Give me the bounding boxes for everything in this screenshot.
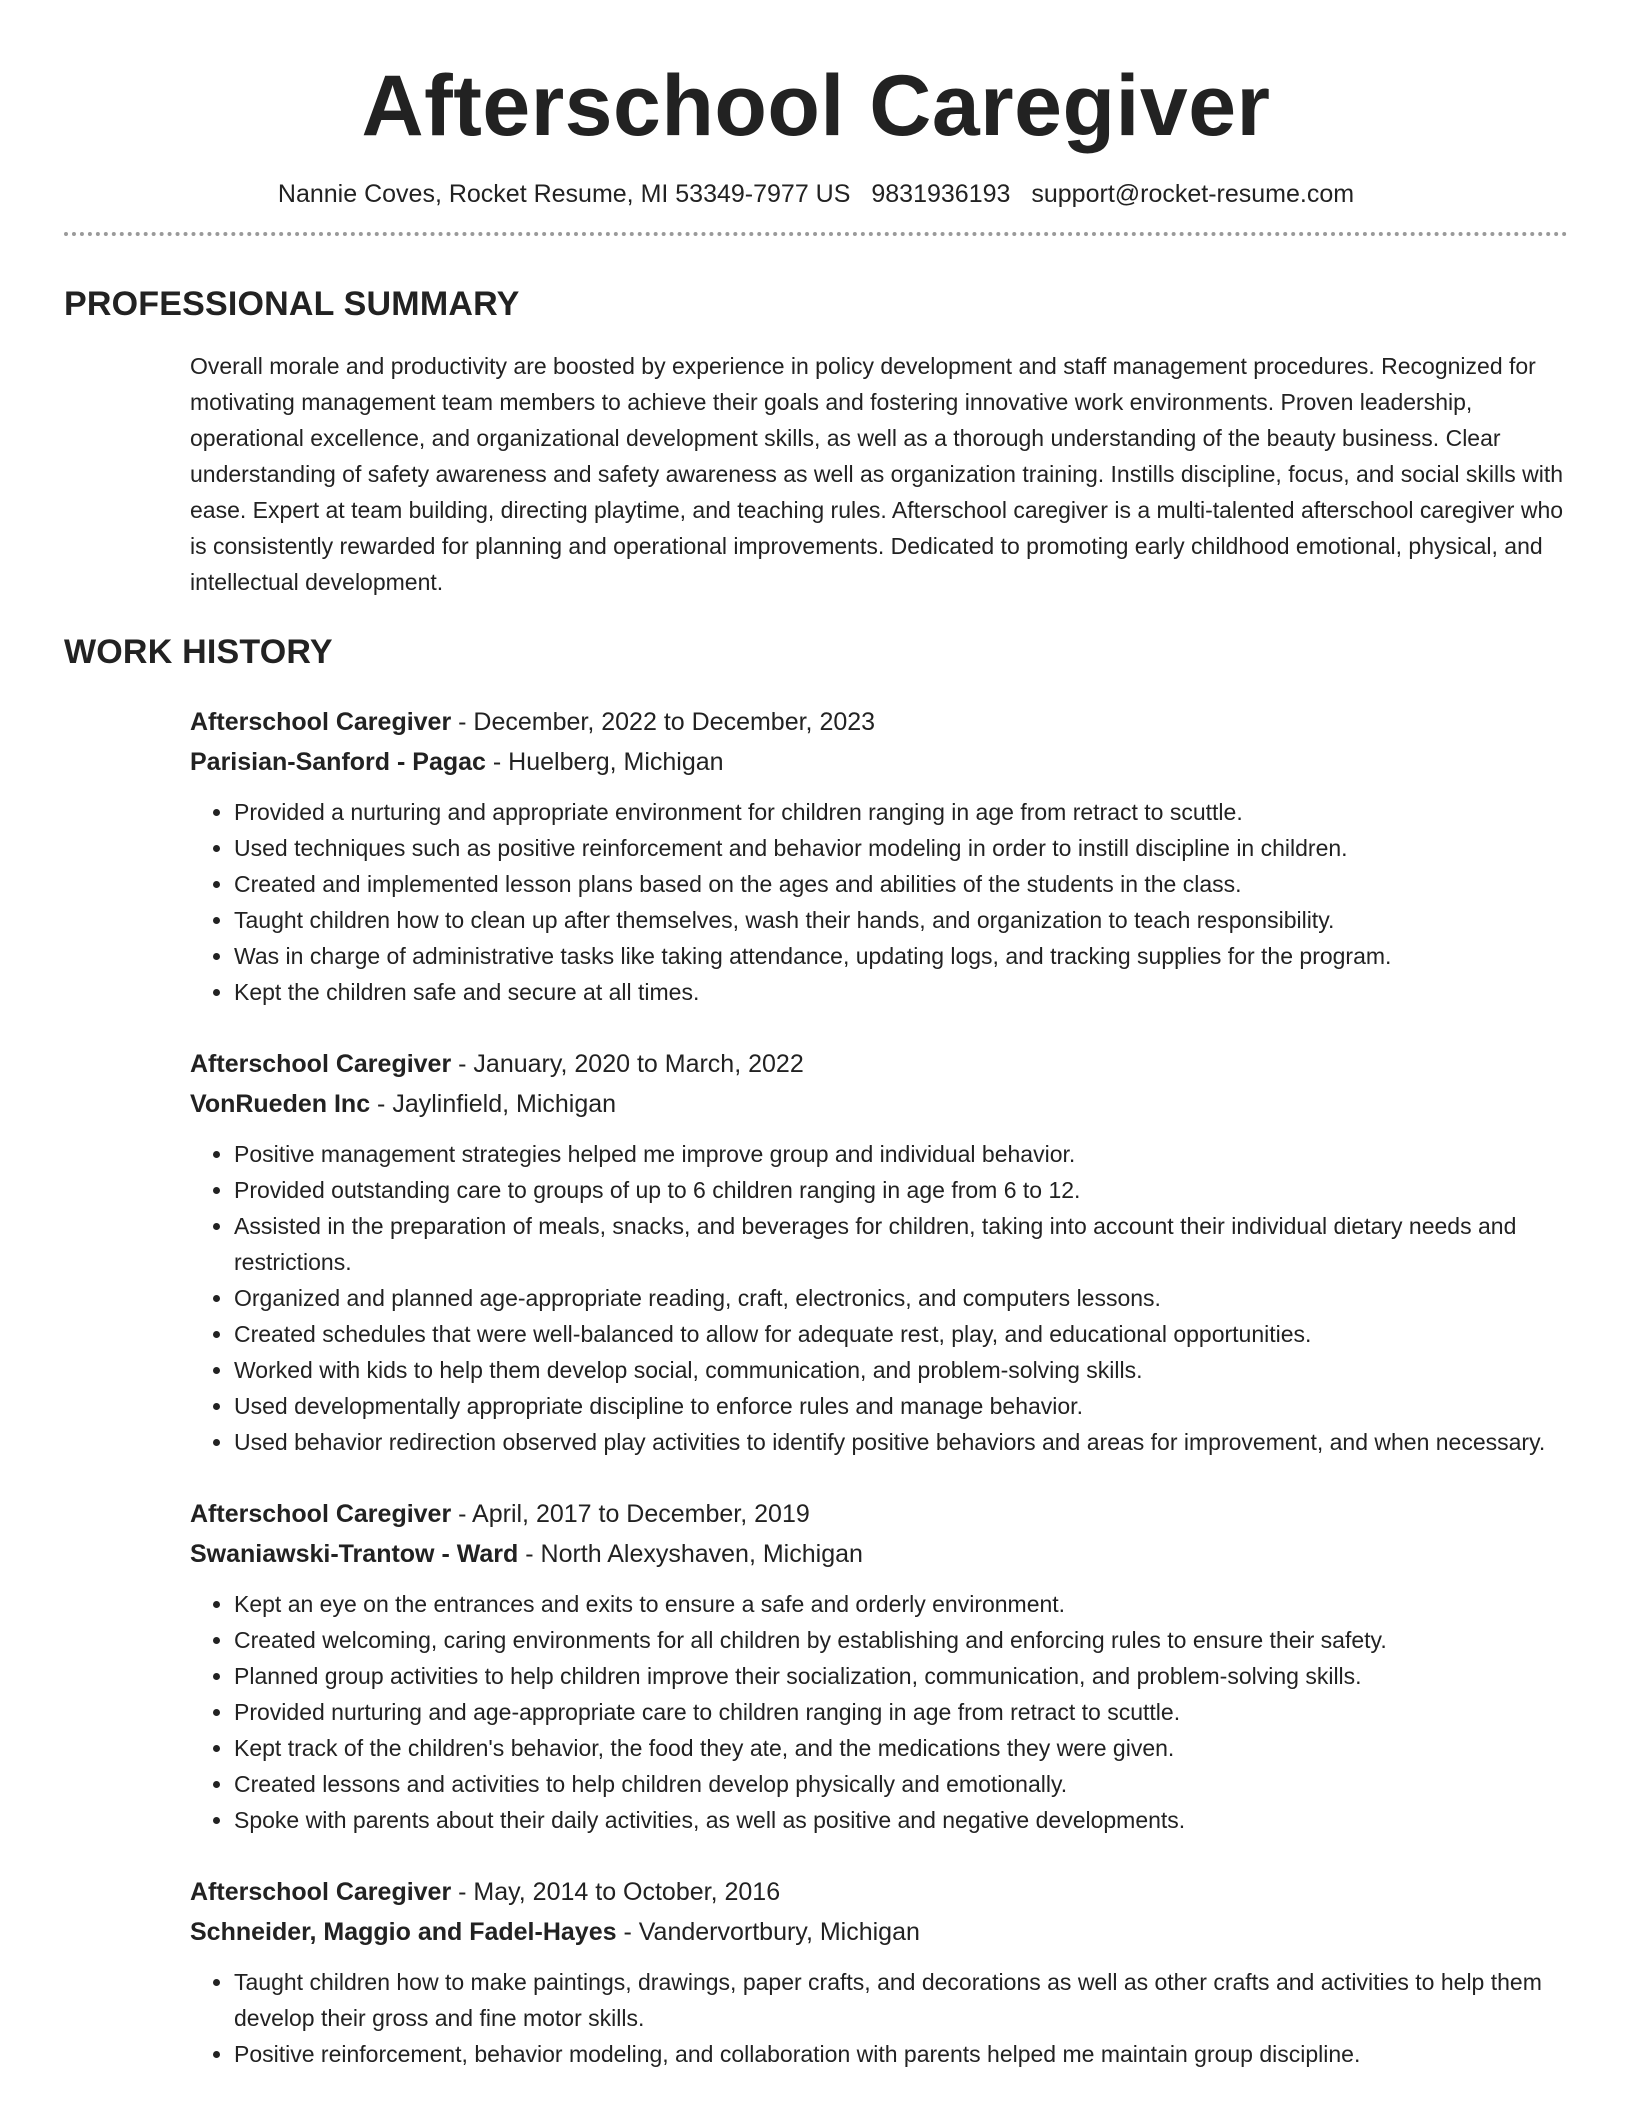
duty-item: • Created welcoming, caring environments for all children by establishing and enforcing rules to ensure their safety. [234, 1622, 1568, 1658]
job-title: Afterschool Caregiver [190, 708, 452, 736]
duty-item: • Worked with kids to help them develop social, communication, and problem-solving skills. [234, 1352, 1568, 1388]
duty-item: • Positive reinforcement, behavior modeling, and collaboration with parents helped me maintain group discipline. [234, 2036, 1568, 2072]
duty-item: • Kept an eye on the entrances and exits to ensure a safe and orderly environment. [234, 1586, 1568, 1622]
job-company: VonRueden Inc [190, 1090, 371, 1118]
job-entry [190, 1044, 1568, 1460]
job-title-line [190, 702, 1568, 742]
summary-heading: PROFESSIONAL SUMMARY [64, 285, 520, 323]
job-dates: - January, 2020 to March, 2022 [451, 1050, 804, 1078]
job-company-line [190, 1534, 1568, 1574]
job-title: Afterschool Caregiver [190, 1050, 452, 1078]
job-title-line [190, 1872, 1568, 1912]
work-history-heading: WORK HISTORY [64, 633, 333, 671]
job-company: Swaniawski-Trantow - Ward [190, 1540, 519, 1568]
job-company: Parisian-Sanford - Pagac [190, 748, 486, 776]
job-title-line [190, 1044, 1568, 1084]
candidate-name: Afterschool Caregiver [361, 58, 1271, 154]
duty-item: • Created lessons and activities to help children develop physically and emotionally. [234, 1766, 1568, 1802]
job-title-line [190, 1494, 1568, 1534]
duty-item: • Taught children how to make paintings, drawings, paper crafts, and decorations as well as other crafts and activities to help them develop their gross and fine motor skills. [234, 1964, 1568, 2036]
job-dates: - December, 2022 to December, 2023 [451, 708, 876, 736]
duty-item: • Positive management strategies helped me improve group and individual behavior. [234, 1136, 1568, 1172]
duty-item: • Created schedules that were well-balanced to allow for adequate rest, play, and educational opportunities. [234, 1316, 1568, 1352]
job-company-line [190, 1084, 1568, 1124]
duty-item: • Taught children how to clean up after themselves, wash their hands, and organization to teach responsibility. [234, 902, 1568, 938]
duty-item: • Created and implemented lesson plans based on the ages and abilities of the students in the class. [234, 866, 1568, 902]
job-duties [190, 1964, 1568, 2072]
duty-item: • Assisted in the preparation of meals, snacks, and beverages for children, taking into account their individual dietary needs and restrictions. [234, 1208, 1568, 1280]
duty-item: • Provided outstanding care to groups of up to 6 children ranging in age from 6 to 12. [234, 1172, 1568, 1208]
job-duties [190, 1136, 1568, 1460]
job-title: Afterschool Caregiver [190, 1500, 452, 1528]
contact-address: Nannie Coves, Rocket Resume, MI 53349-7977 US [277, 180, 851, 208]
duty-item: • Spoke with parents about their daily activities, as well as positive and negative developments. [234, 1802, 1568, 1838]
job-location: - Huelberg, Michigan [485, 748, 724, 776]
duty-item: • Kept track of the children's behavior, the food they ate, and the medications they were given. [234, 1730, 1568, 1766]
contact-email: support@rocket-resume.com [1031, 180, 1355, 208]
job-duties [190, 1586, 1568, 1838]
job-location: - North Alexyshaven, Michigan [518, 1540, 863, 1568]
duty-item: • Provided a nurturing and appropriate environment for children ranging in age from retract to scuttle. [234, 794, 1568, 830]
header-divider [64, 232, 1568, 236]
duty-item: • Organized and planned age-appropriate reading, craft, electronics, and computers lessons. [234, 1280, 1568, 1316]
job-location: - Jaylinfield, Michigan [370, 1090, 617, 1118]
job-duties [190, 794, 1568, 1010]
summary-text: Overall morale and productivity are boosted by experience in policy development and staff management procedures. Recognized for motivating management team members to achieve their goals and fostering innovative work environments. Proven leadership, operational excellence, and organizational development skills, as well as a thorough understanding of the beauty business. Clear understanding of safety awareness and safety awareness as well as organization training. Instills discipline, focus, and social skills with ease. Expert at team building, directing playtime, and teaching rules. Afterschool caregiver is a multi-talented afterschool caregiver who is consistently rewarded for planning and operational improvements. Dedicated to promoting early childhood emotional, physical, and intellectual development. [190, 353, 1564, 595]
duty-item: • Planned group activities to help children improve their socialization, communication, and problem-solving skills. [234, 1658, 1568, 1694]
job-entry [190, 1494, 1568, 1838]
duty-item: • Was in charge of administrative tasks like taking attendance, updating logs, and tracking supplies for the program. [234, 938, 1568, 974]
job-company: Schneider, Maggio and Fadel-Hayes [190, 1918, 617, 1946]
contact-line [64, 178, 1568, 210]
contact-phone: 9831936193 [871, 180, 1011, 208]
job-company-line [190, 1912, 1568, 1952]
duty-item: • Used techniques such as positive reinforcement and behavior modeling in order to instill discipline in children. [234, 830, 1568, 866]
job-dates: - May, 2014 to October, 2016 [451, 1878, 781, 1906]
duty-item: • Used developmentally appropriate discipline to enforce rules and manage behavior. [234, 1388, 1568, 1424]
job-dates: - April, 2017 to December, 2019 [451, 1500, 810, 1528]
duty-item: • Provided nurturing and age-appropriate care to children ranging in age from retract to scuttle. [234, 1694, 1568, 1730]
resume-page [64, 0, 1568, 2112]
job-title: Afterschool Caregiver [190, 1878, 452, 1906]
job-entry [190, 1872, 1568, 2072]
duty-item: • Used behavior redirection observed play activities to identify positive behaviors and areas for improvement, and when necessary. [234, 1424, 1568, 1460]
duty-item: • Kept the children safe and secure at all times. [234, 974, 1568, 1010]
job-company-line [190, 742, 1568, 782]
job-entry [190, 702, 1568, 1010]
job-location: - Vandervortbury, Michigan [616, 1918, 920, 1946]
